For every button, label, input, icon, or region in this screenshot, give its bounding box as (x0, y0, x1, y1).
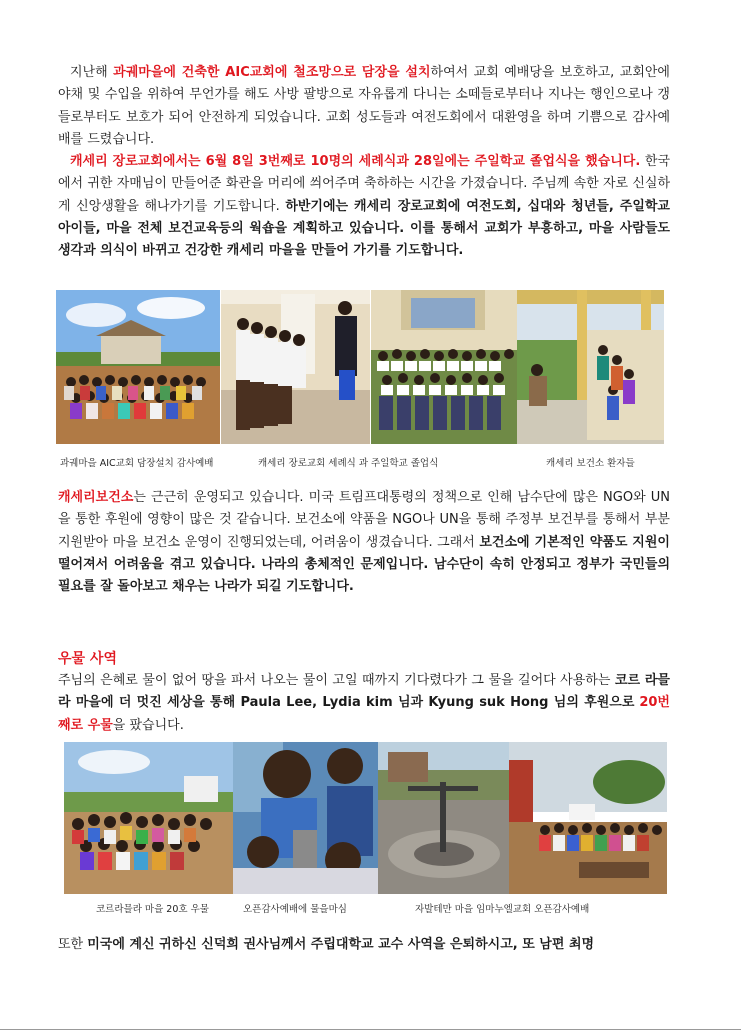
text-segment: 지난해 (70, 65, 114, 80)
caption-church-fence: 과궤마을 AIC교회 담장설치 감사예배 (60, 458, 214, 469)
caption-opening-service: 자발테만 마을 임마누엘교회 오픈감사예배 (415, 904, 590, 915)
photo-opening-service (509, 742, 667, 894)
photo-sunday-school-graduation (371, 290, 517, 444)
caption-clinic: 캐세리 보건소 환자들 (546, 458, 635, 469)
text-segment: 한국에서 귀한 자매님이 만들어준 화관을 머리에 씌어주며 축하하는 시간을 가졌습니다. 주님께 속한 자로 신실하게 신앙생활을 해나가기를 기도합니다. (58, 154, 670, 214)
photo-clinic-patients (517, 290, 664, 444)
caption-baptism: 캐세리 장로교회 세례식 과 주일학교 졸업식 (258, 458, 439, 469)
photo-baptism (221, 290, 370, 444)
photo-well-20 (64, 742, 233, 894)
photo-church-fence-service (56, 290, 220, 444)
highlight-fence: 과궤마을에 건축한 AIC교회에 철조망으로 담장을 설치 (113, 65, 431, 80)
bold-sponsors: 코르 라믈라 마을에 더 멋진 세상을 통해 Paula Lee, Lydia kim 님과 Kyung suk Hong 님의 후원으로 (58, 673, 670, 711)
text-segment: 주님의 은혜로 물이 없어 땅을 파서 나오는 물이 고일 때까지 기다렸다가 그 물을 길어다 사용하는 (58, 673, 615, 688)
highlight-20th-well: 20번째로 우물 (58, 695, 670, 733)
highlight-baptism: 캐세리 장로교회에서는 6월 8일 3번째로 10명의 세례식과 28일에는 주일학교 졸업식을 했습니다. (70, 154, 641, 169)
paragraph-church-fence (58, 62, 670, 151)
paragraph-partial (58, 934, 670, 956)
highlight-clinic: 캐세리보건소 (58, 490, 134, 505)
paragraph-clinic (58, 487, 670, 598)
text-segment: 는 근근히 운영되고 있습니다. 미국 트림프대통령의 정책으로 인해 남수단에 많은 NGO와 UN을 통한 후원에 영향이 많은 것 같습니다. 보건소에 약품을 NGO나 UN을 통해 주정부 보건부를 통해서 부분 지원받아 마을 보건소 운영이 진행되었는데, 어려움이 생겼습니다. 그래서 (58, 490, 670, 550)
paragraph-baptism (58, 151, 670, 262)
bold-deacon: 미국에 계신 귀하신 신덕희 권사님께서 주립대학교 교수 사역을 은퇴하시고, 또 남편 최명 (87, 937, 595, 952)
text-segment: 을 팠습니다. (112, 717, 184, 733)
bold-plan: 하반기에는 캐세리 장로교회에 여전도회, 십대와 청년들, 주일학교 아이들, 마을 전체 보건교육등의 웍숍을 계획하고 있습니다. 이를 통해서 교회가 부흥하고, 마을 사람들도 생각과 의식이 바뀌고 건강한 캐세리 마을을 만들어 가기를 기도합니다. (58, 198, 670, 259)
bold-clinic-need: 보건소에 기본적인 약품도 지원이 떨어져서 어려움을 겪고 있습니다. 나라의 총체적인 문제입니다. 남수단이 속히 안정되고 정부가 국민들의 필요를 잘 돌아보고 채우는 나라가 되길 기도합니다. (58, 534, 670, 595)
page-bottom-rule (0, 1029, 741, 1030)
caption-well-20: 코르라믈라 마을 20호 우물 (96, 904, 209, 915)
text-segment: 또한 (58, 937, 88, 952)
paragraph-well (58, 670, 670, 737)
text-segment: 하여서 교회 예배당을 보호하고, 교회안에 야채 및 수입을 위하여 무언가를 해도 사방 팔방으로 자유롭게 다니는 소떼들로부터나 지나는 행인으로나 갱들로부터도 보호가 되어 안전하게 되었습니다. 교회 성도들과 여전도회에서 대환영을 하며 기쁨으로 감사예배를 드렸습니다. (58, 65, 670, 147)
photo-well-pump (378, 742, 509, 894)
section-heading-well: 우물 사역 (58, 651, 117, 667)
caption-drinking-water: 오픈감사예배에 물을마심 (243, 904, 347, 915)
photo-drinking-water (233, 742, 378, 894)
